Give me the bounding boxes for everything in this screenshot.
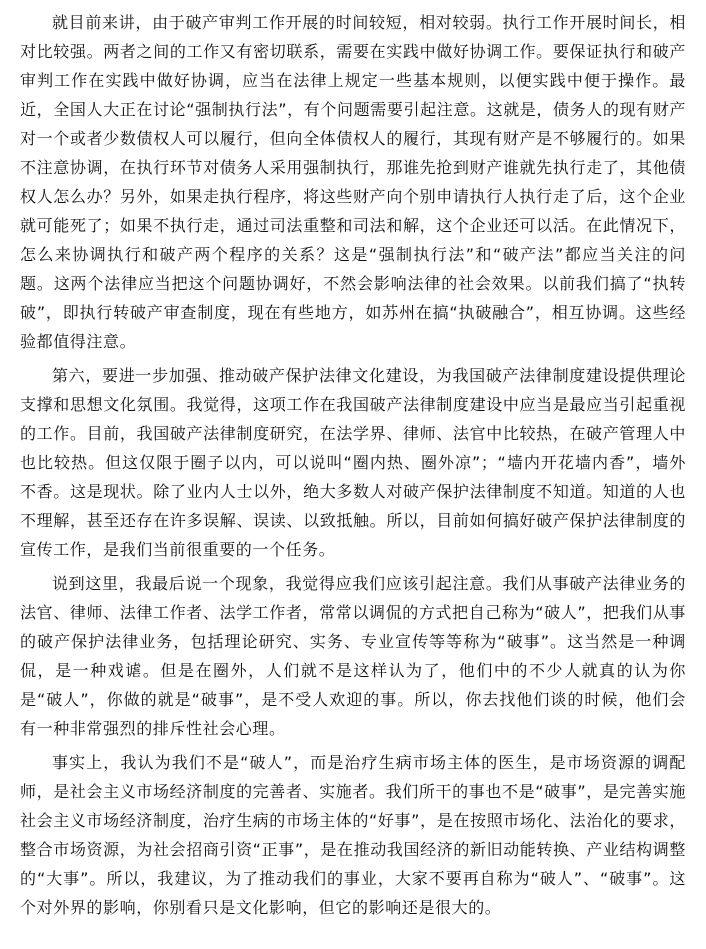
paragraph-phenomenon: 说到这里，我最后说一个现象，我觉得应我们应该引起注意。我们从事破产法律业务的法官、律师、法律工作者、法学工作者，常常以调侃的方式把自己称为“破人”，把我们从事的破产保护法律业务，包括理论研究、实务、专业宣传等等称为“破事”。这当然是一种调侃，是一种戏谑。但是在圈外，人们就不是这样认为了，他们中的不少人就真的认为你是“破人”，你做的就是“破事”，是不受人欢迎的事。所以，你去找他们谈的时候，他们会有一种非常强烈的排斥性社会心理。 (20, 574, 686, 738)
paragraph-conclusion: 事实上，我认为我们不是“破人”，而是治疗生病市场主体的医生，是市场资源的调配师，是社会主义市场经济制度的完善者、实施者。我们所干的事也不是“破事”，是完善实施社会主义市场经济制度，治疗生病的市场主体的“好事”，是在按照市场化、法治化的要求，整合市场资源，为社会招商引资“正事”，是在推动我国经济的新旧动能转换、产业结构调整的“大事”。所以，我建议，为了推动我们的事业，大家不要再自称为“破人”、“破事”。这个对外界的影响，你别看只是文化影响，但它的影响还是很大的。 (20, 753, 686, 917)
paragraph-enforcement-bankruptcy: 就目前来讲，由于破产审判工作开展的时间较短，相对较弱。执行工作开展时间长，相对比较强。两者之间的工作又有密切联系，需要在实践中做好协调工作。要保证执行和破产审判工作在实践中做好协调，应当在法律上规定一些基本规则，以便实践中便于操作。最近，全国人大正在讨论“强制执行法”，有个问题需要引起注意。这就是，债务人的现有财产对一个或者少数债权人可以履行，但向全体债权人的履行，其现有财产是不够履行的。如果不注意协调，在执行环节对债务人采用强制执行，那谁先抢到财产谁就先执行走了，其他债权人怎么办？另外，如果走执行程序，将这些财产向个别申请执行人执行走了后，这个企业就可能死了；如果不执行走，通过司法重整和司法和解，这个企业还可以活。在此情况下，怎么来协调执行和破产两个程序的关系？这是“强制执行法”和“破产法”都应当关注的问题。这两个法律应当把这个问题协调好，不然会影响法律的社会效果。以前我们搞了“执转破”，即执行转破产审查制度，现在有些地方，如苏州在搞“执破融合”，相互协调。这些经验都值得注意。 (20, 13, 686, 351)
paragraph-sixth-point: 第六，要进一步加强、推动破产保护法律文化建设，为我国破产法律制度建设提供理论支撑和思想文化氛围。我觉得，这项工作在我国破产法律制度建设中应当是最应当引起重视的工作。目前，我国破产法律制度研究，在法学界、律师、法官中比较热，在破产管理人中也比较热。但这仅限于圈子以内，可以说叫“圈内热、圈外凉”；“墙内开花墙内香”，墙外不香。这是现状。除了业内人士以外，绝大多数人对破产保护法律制度不知道。知道的人也不理解，甚至还存在许多误解、误读、以致抵触。所以，目前如何搞好破产保护法律制度的宣传工作，是我们当前很重要的一个任务。 (20, 366, 686, 559)
document-body (20, 8, 686, 927)
